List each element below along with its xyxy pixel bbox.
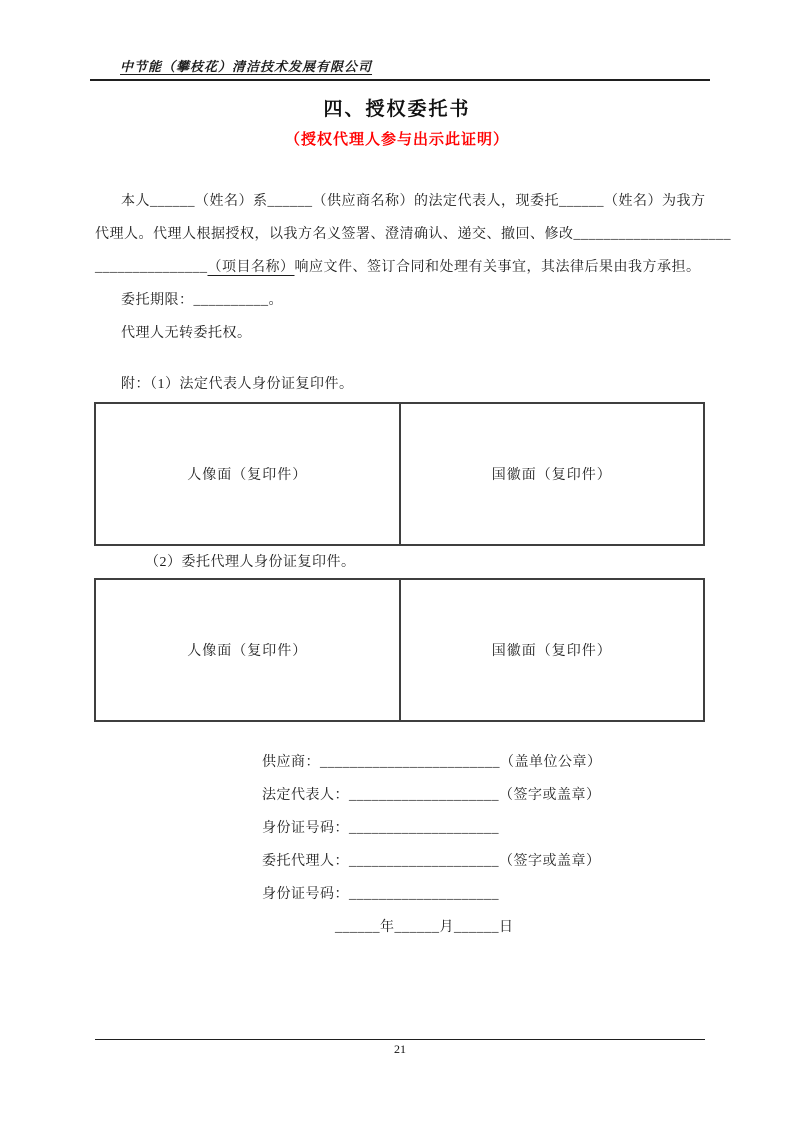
emblem-side-cell-1: 国徽面（复印件） [491, 468, 612, 483]
project-name-label: （项目名称） [207, 260, 295, 275]
attachment-note-2: （2）委托代理人身份证复印件。 [145, 555, 356, 570]
project-name-blank: _______________ [95, 260, 208, 275]
body-line-1: 本人______（姓名）系______（供应商名称）的法定代表人，现委托______（姓名）为我方 [121, 194, 706, 209]
body-line-3 [95, 251, 705, 284]
id-card-table-1 [94, 402, 705, 546]
page-header [90, 56, 710, 81]
body-line-3-rest: 响应文件、签订合同和处理有关事宜，其法律后果由我方承担。 [294, 260, 701, 275]
agent-id-line: 身份证号码：____________________ [262, 887, 499, 902]
page-number: 21 [394, 1042, 406, 1056]
body-paragraph [95, 185, 731, 350]
company-name: 中节能（攀枝花）清洁技术发展有限公司 [120, 59, 373, 74]
id-card-table-2 [94, 578, 705, 722]
section-subtitle: （授权代理人参与出示此证明） [284, 132, 509, 148]
attachment-note-1: 附：（1）法定代表人身份证复印件。 [121, 377, 354, 392]
legal-rep-id-line: 身份证号码：____________________ [262, 821, 499, 836]
portrait-side-cell-2: 人像面（复印件） [96, 580, 401, 720]
legal-rep-line: 法定代表人：____________________（签字或盖章） [262, 788, 601, 803]
body-line-2: 代理人。代理人根据授权，以我方名义签署、澄清确认、递交、撤回、修改_____________________ [95, 227, 731, 242]
emblem-side-cell-2: 国徽面（复印件） [491, 644, 612, 659]
portrait-side-cell-1: 人像面（复印件） [96, 404, 401, 544]
agent-line: 委托代理人：____________________（签字或盖章） [262, 854, 601, 869]
entrust-period-line: 委托期限：__________。 [121, 293, 283, 308]
page-footer [95, 1039, 705, 1058]
section-title: 四、授权委托书 [323, 99, 471, 120]
supplier-line: 供应商：________________________（盖单位公章） [262, 755, 602, 770]
signature-block [262, 746, 794, 911]
no-subdelegation-line: 代理人无转委托权。 [121, 326, 252, 341]
date-line: ______年______月______日 [335, 920, 514, 935]
